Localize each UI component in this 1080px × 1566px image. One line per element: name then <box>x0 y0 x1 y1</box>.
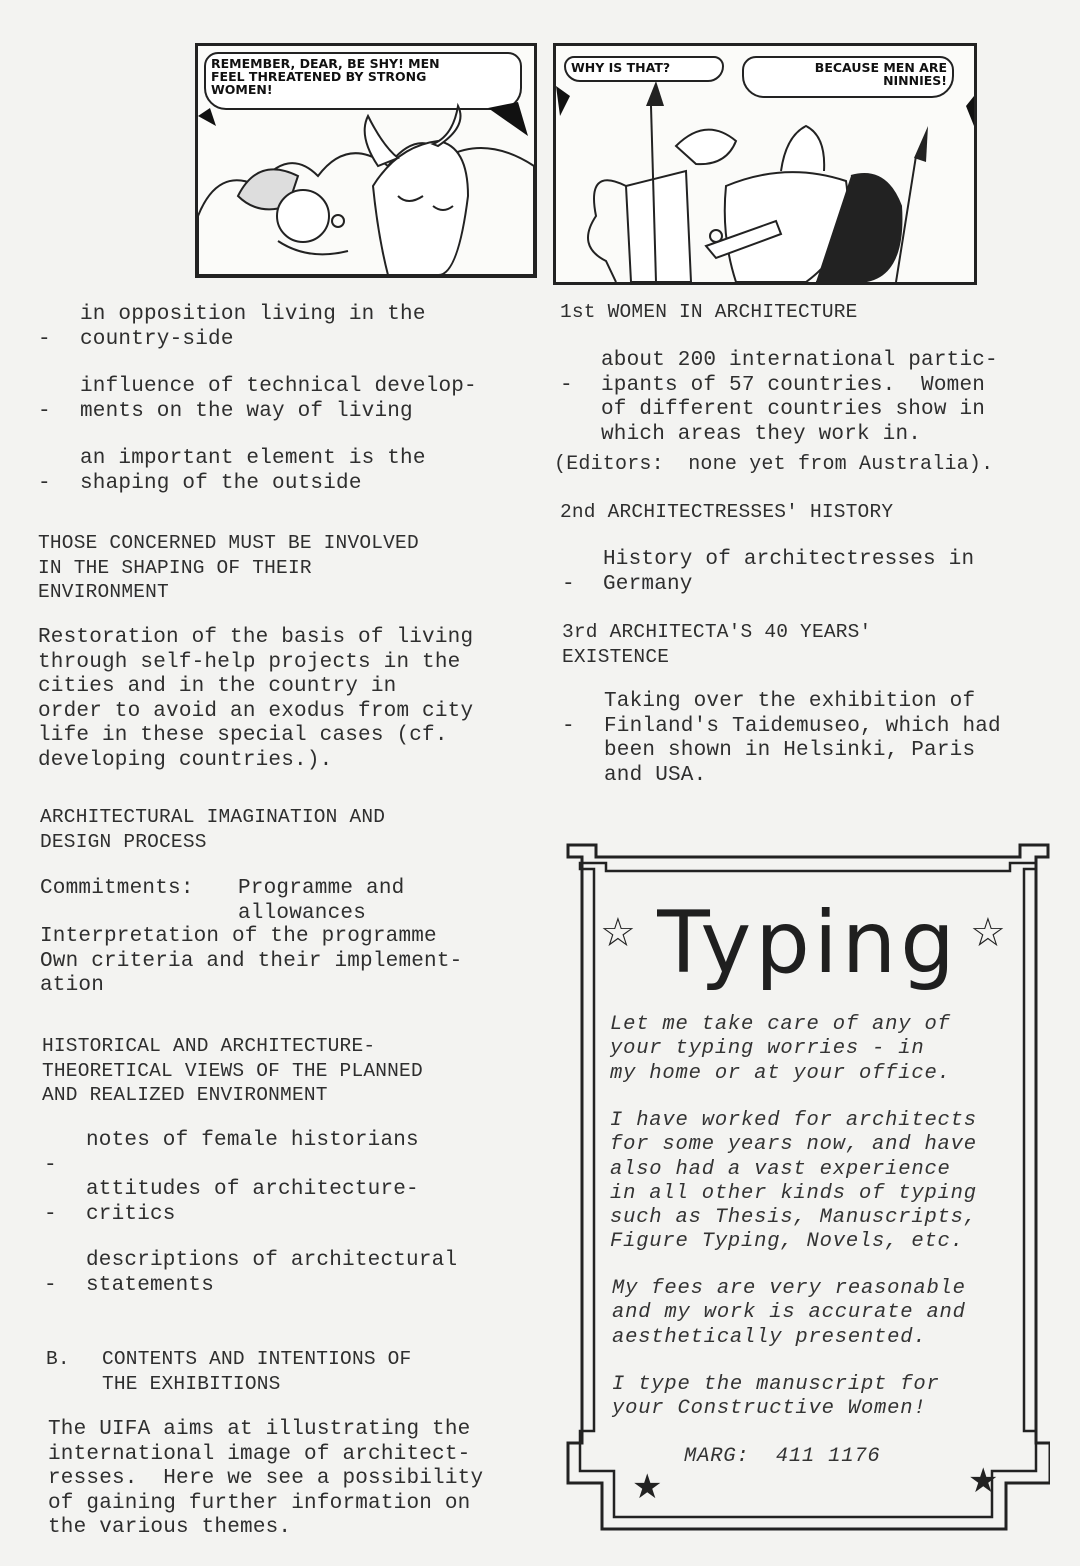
section-letter: B. <box>46 1348 70 1370</box>
list-item <box>562 690 1001 788</box>
bullet-dash: - <box>562 572 575 596</box>
list-item-text: History of architectresses in Germany <box>603 548 975 596</box>
advert-paragraph: Let me take care of any of your typing worries - in my home or at your office. <box>610 1013 951 1085</box>
advert-paragraph: I have worked for architects for some years now, and have also had a vast experience in all other kinds of typing such as Thesis, Manuscripts, Figure Typing, Novels, etc. <box>610 1109 977 1254</box>
bullet-dash: - <box>38 327 51 351</box>
typing-advert <box>566 843 1050 1531</box>
bullet-dash: - <box>38 399 51 423</box>
section-heading: 2nd ARCHITECTRESSES' HISTORY <box>560 501 894 523</box>
advert-contact: MARG: 411 1176 <box>684 1445 881 1468</box>
bullet-dash: - <box>44 1202 57 1226</box>
comic-drawing <box>556 46 974 282</box>
comic-panel-2 <box>553 43 977 285</box>
editors-note: (Editors: none yet from Australia). <box>554 453 994 476</box>
star-outline-icon: ☆ <box>970 910 1006 956</box>
section-heading: 3rd ARCHITECTA'S 40 YEARS' EXISTENCE <box>562 621 872 668</box>
list-item <box>560 349 998 447</box>
paragraph: Interpretation of the programme Own criteria and their implement- ation <box>40 925 463 997</box>
list-item-text: descriptions of architectural statements <box>86 1249 458 1297</box>
list-item-text: an important element is the shaping of the outside <box>80 447 426 495</box>
speech-balloon: BECAUSE MEN ARE NINNIES! <box>742 56 954 98</box>
comic-drawing <box>198 46 534 275</box>
list-item-text: about 200 international partic- ipants of 57 countries. Women of different countries show in which areas they work in. <box>601 349 998 446</box>
speech-balloon: REMEMBER, DEAR, BE SHY! MEN FEEL THREATENED BY STRONG WOMEN! <box>204 52 522 110</box>
speech-balloon: WHY IS THAT? <box>564 56 724 82</box>
list-item-text: influence of technical develop- ments on the way of living <box>80 375 477 423</box>
advert-paragraph: My fees are very reasonable and my work is accurate and aesthetically presented. <box>612 1277 966 1349</box>
bullet-dash: - <box>44 1273 57 1297</box>
list-item-text: Taking over the exhibition of Finland's Taidemuseo, which had been shown in Helsinki, Paris and USA. <box>604 690 1001 787</box>
star-outline-icon: ☆ <box>600 910 636 956</box>
star-filled-icon: ★ <box>968 1461 999 1501</box>
bullet-dash: - <box>562 714 575 738</box>
advert-title: Typing <box>657 893 959 993</box>
section-heading: THOSE CONCERNED MUST BE INVOLVED IN THE SHAPING OF THEIR ENVIRONMENT <box>38 532 419 603</box>
commitments-label: Commitments: <box>40 877 194 900</box>
list-item <box>44 1249 458 1347</box>
bullet-dash: - <box>38 471 51 495</box>
section-heading: 1st WOMEN IN ARCHITECTURE <box>560 301 858 323</box>
section-heading: ARCHITECTURAL IMAGINATION AND DESIGN PROCESS <box>40 806 386 853</box>
advert-paragraph: I type the manuscript for your Constructive Women! <box>612 1373 940 1421</box>
list-item-text: in opposition living in the country-side <box>80 303 426 351</box>
commitments-value: Programme and allowances <box>238 877 405 925</box>
comic-panel-1 <box>195 43 537 278</box>
paragraph: The UIFA aims at illustrating the international image of architect- resses. Here we see a possibility of gaining further information on the various themes. <box>48 1418 484 1539</box>
bullet-dash: - <box>44 1153 57 1177</box>
bullet-dash: - <box>560 373 573 397</box>
list-item-text: notes of female historians <box>86 1129 419 1152</box>
paragraph: Restoration of the basis of living through self-help projects in the cities and in the country in order to avoid an exodus from city life in these special cases (cf. developing countries.). <box>38 626 474 772</box>
section-heading: CONTENTS AND INTENTIONS OF THE EXHIBITIONS <box>102 1348 412 1395</box>
section-heading: HISTORICAL AND ARCHITECTURE- THEORETICAL VIEWS OF THE PLANNED AND REALIZED ENVIRONMENT <box>42 1035 423 1106</box>
star-filled-icon: ★ <box>632 1467 663 1507</box>
list-item-text: attitudes of architecture- critics <box>86 1178 419 1226</box>
